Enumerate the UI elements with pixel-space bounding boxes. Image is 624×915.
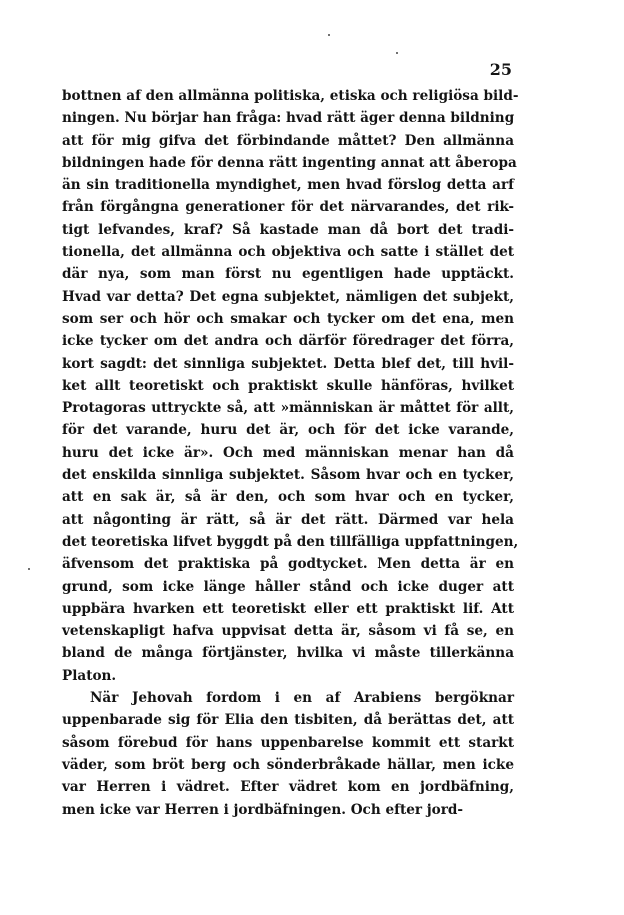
text-line: Platon. — [62, 667, 117, 684]
text-line: ket allt teoretiskt och praktiskt skulle hänföras, hvilket — [62, 377, 514, 394]
text-line: för det varande, huru det är, och för det icke varande, — [62, 422, 514, 439]
text-line: uppbära hvarken ett teoretiskt eller ett praktiskt lif. Att — [62, 600, 514, 617]
text-line: ningen. Nu börjar han fråga: hvad rätt äger denna bildning — [62, 110, 515, 127]
text-line: från förgångna generationer för det närvarandes, det rik- — [62, 199, 514, 216]
text-line: men icke var Herren i jordbäfningen. Och efter jord- — [62, 801, 464, 818]
text-line: tionella, det allmänna och objektiva och satte i stället det — [62, 244, 514, 261]
text-line: bildningen hade för denna rätt ingenting annat att åberopa — [62, 154, 517, 171]
text-line: äfvensom det praktiska på godtycket. Men detta är en — [62, 556, 514, 573]
paragraph — [62, 687, 514, 821]
text-line: det enskilda sinnliga subjektet. Såsom hvar och en tycker, — [62, 467, 514, 484]
text-line: kort sagdt: det sinnliga subjektet. Detta blef det, till hvil- — [62, 355, 514, 372]
text-line: När Jehovah fordom i en af Arabiens bergöknar — [90, 690, 514, 707]
text-line: icke tycker om det andra och därför föredrager det förra, — [62, 333, 514, 350]
print-speck — [28, 568, 30, 570]
text-line: väder, som bröt berg och sönderbråkade hällar, men icke — [62, 756, 514, 773]
text-line: Hvad var detta? Det egna subjektet, nämligen det subjekt, — [62, 288, 514, 305]
text-line: uppenbarade sig för Elia den tisbiten, då berättas det, att — [62, 712, 514, 729]
text-line: att någonting är rätt, så är det rätt. Därmed var hela — [62, 511, 514, 528]
text-line: huru det icke är». Och med människan menar han då — [62, 444, 514, 461]
body-text — [62, 85, 519, 821]
text-line: var Herren i vädret. Efter vädret kom en jordbäfning, — [62, 779, 514, 796]
text-line: det teoretiska lifvet byggdt på den tillfälliga uppfattningen, — [62, 533, 519, 550]
text-line: än sin traditionella myndighet, men hvad förslog detta arf — [62, 177, 514, 194]
text-line: tigt lefvandes, kraf? Så kastade man då bort det tradi- — [62, 221, 514, 238]
text-line: Protagoras uttryckte så, att »människan är måttet för allt, — [62, 400, 514, 417]
print-speck — [328, 34, 330, 36]
text-line: grund, som icke länge håller stånd och icke duger att — [62, 578, 514, 595]
text-line: som ser och hör och smakar och tycker om det ena, men — [62, 310, 514, 327]
text-line: att för mig gifva det förbindande måttet? Den allmänna — [62, 132, 514, 149]
text-line: där nya, som man först nu egentligen hade upptäckt. — [62, 266, 514, 283]
text-line: vetenskapligt hafva uppvisat detta är, såsom vi få se, en — [62, 623, 514, 640]
text-line: bland de många förtjänster, hvilka vi måste tillerkänna — [62, 645, 514, 662]
text-line: bottnen af den allmänna politiska, etiska och religiösa bild- — [62, 88, 519, 104]
text-line: att en sak är, så är den, och som hvar och en tycker, — [62, 489, 514, 506]
page-number: 25 — [489, 60, 512, 79]
print-speck — [396, 52, 398, 54]
text-line: såsom förebud för hans uppenbarelse kommit ett starkt — [62, 734, 514, 751]
paragraph — [62, 85, 519, 687]
